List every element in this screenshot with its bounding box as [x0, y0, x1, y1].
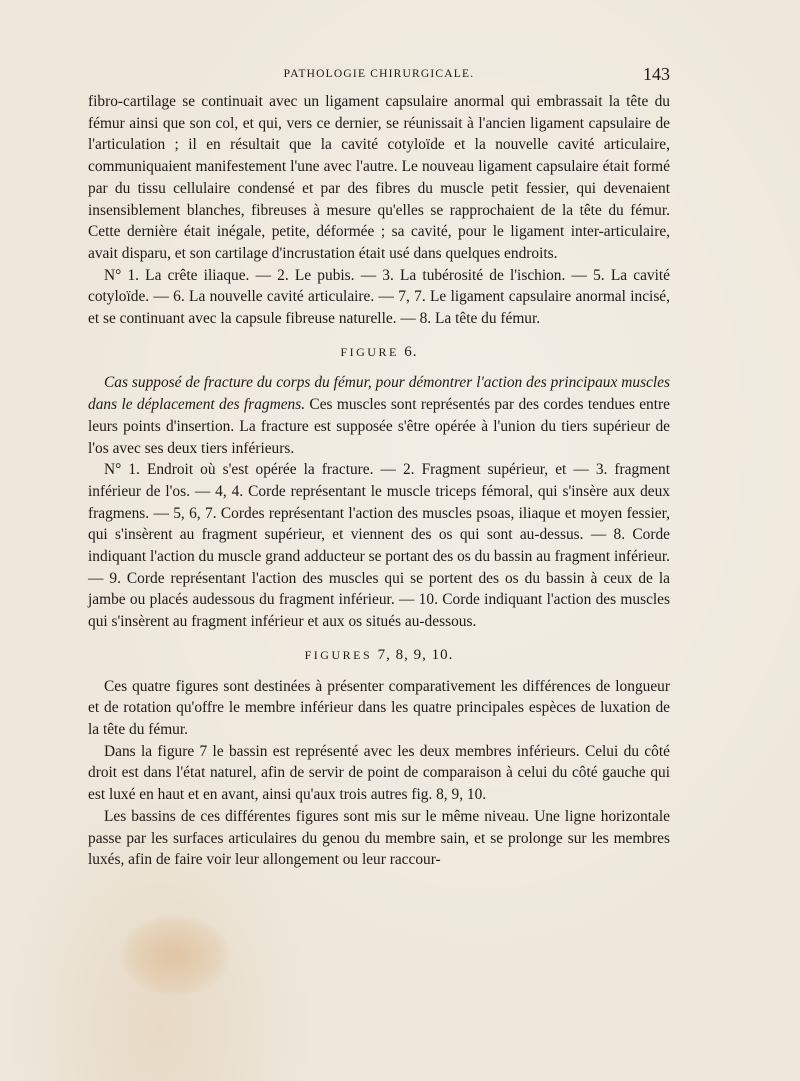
figure-6-legend: N° 1. Endroit où s'est opérée la fracture. — 2. Fragment supérieur, et — 3. fragment inférieur de l'os. — 4, 4. Corde représentant le muscle triceps fémoral, qui s'insère aux deux fragmens. — 5, 6, 7. Cordes représentant l'action des muscles psoas, iliaque et moyen fessier, qui s'insèrent au fragment supérieur, et viennent des os qui sont au-dessus. — 8. Corde indiquant l'action du muscle grand adducteur se portant des os du bassin au fragment inférieur. — 9. Corde représentant l'action des muscles qui se portent des os du bassin à ceux de la jambe ou placés audessous du fragment inférieur. — 10. Corde indiquant l'action des muscles qui s'insèrent au fragment inférieur et aux os situés au-dessous. — [88, 461, 670, 631]
foxing-stain — [120, 915, 230, 995]
figure-6-caption-italic: Cas supposé de fracture du corps du fémur, pour démontrer l'action des principaux muscles dans le déplacement des fragmens. — [88, 374, 670, 414]
page-number: 143 — [643, 64, 670, 84]
page-header — [88, 64, 670, 86]
figure-6-caption — [88, 372, 670, 459]
figures-paragraph-1: Ces quatre figures sont destinées à présenter comparativement les différences de longueur et de rotation qu'offre le membre inférieur dans les quatre principales espèces de luxation de la tête du fémur. — [88, 677, 670, 738]
body-text — [88, 91, 670, 871]
figures-label: FIGURES — [304, 647, 373, 662]
figures-numbers: 7, 8, 9, 10. — [377, 646, 454, 663]
figures-paragraph-2: Dans la figure 7 le bassin est représenté avec les deux membres inférieurs. Celui du côté droit est dans l'état naturel, afin de servir de point de comparaison à celui du côté gauche qui est luxé en haut et en avant, ainsi qu'aux trois autres fig. 8, 9, 10. — [88, 742, 670, 804]
figure-6-number: 6. — [404, 343, 418, 360]
figure-5-legend: N° 1. La crête iliaque. — 2. Le pubis. — 3. La tubérosité de l'ischion. — 5. La cavité cotyloïde. — 6. La nouvelle cavité articulaire. — 7, 7. Le ligament capsulaire anormal incisé, et se continuant avec la capsule fibreuse naturelle. — 8. La tête du fémur. — [88, 266, 670, 328]
figures-paragraph-3: Les bassins de ces différentes figures sont mis sur le même niveau. Une ligne horizontale passe par les surfaces articulaires du genou du membre sain, et se prolonge sur les membres luxés, afin de faire voir leur allongement ou leur raccour- — [88, 807, 670, 869]
continuation-paragraph: fibro-cartilage se continuait avec un ligament capsulaire anormal qui embrassait la tête du fémur ainsi que son col, et qui, vers ce dernier, se réunissait à l'ancien ligament capsulaire de l'articulation ; il en résultait que la cavité cotyloïde et la nouvelle cavité articulaire, communiquaient manifestement l'une avec l'autre. Le nouveau ligament capsulaire était formé par du tissu cellulaire condensé et par des fibres du muscle petit fessier, qui devenaient insensiblement blanches, fibreuses à mesure qu'elles se rapprochaient de la tête du fémur. Cette dernière était inégale, petite, déformée ; sa cavité, pour le ligament inter-articulaire, avait disparu, et son cartilage d'incrustation était usé dans quelques endroits. — [88, 93, 670, 262]
running-title: PATHOLOGIE CHIRURGICALE. — [283, 68, 475, 80]
figure-6-label: FIGURE — [340, 344, 399, 359]
figures-7-10-heading — [88, 645, 670, 667]
figure-6-caption-rest: Ces muscles sont représentés par des cordes tendues entre leurs points d'insertion. La fracture est supposée s'être opérée à l'union du tiers supérieur de l'os avec ses deux tiers inférieurs. — [88, 396, 670, 457]
figure-6-heading — [88, 342, 670, 364]
